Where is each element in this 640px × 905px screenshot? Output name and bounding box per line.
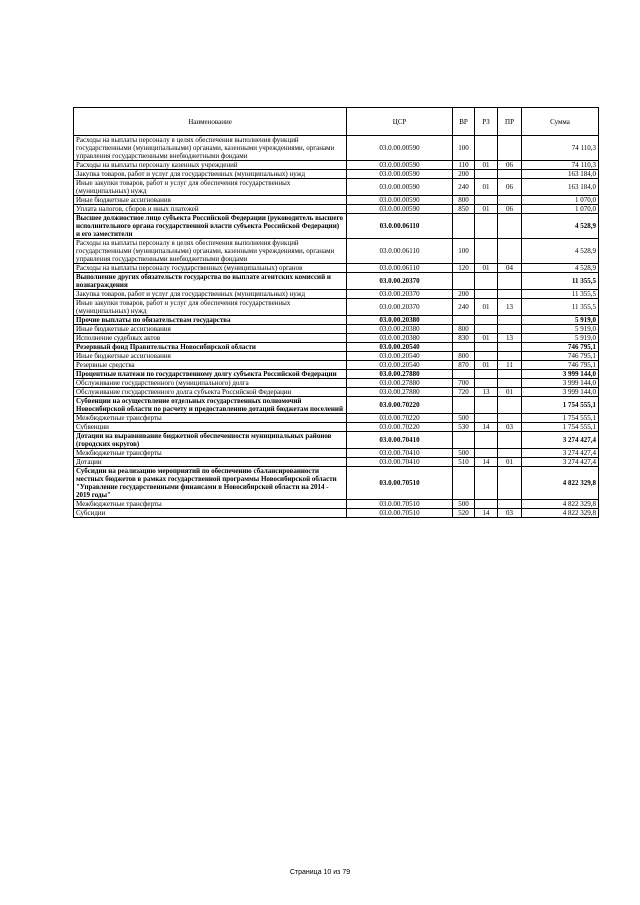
cell-pr xyxy=(498,239,522,264)
cell-sum: 11 355,5 xyxy=(522,290,599,299)
cell-vr: 830 xyxy=(453,334,475,343)
cell-vr: 800 xyxy=(453,325,475,334)
cell-vr xyxy=(453,432,475,449)
cell-pr xyxy=(498,397,522,414)
cell-name: Расходы на выплаты персоналу в целях обеспечения выполнения функций государственными (муниципальными) органами, казенными учреждениями, органами управления государственными внебюджетными фондами xyxy=(74,136,347,161)
header-sum: Сумма xyxy=(522,108,599,136)
cell-code: 03.0.00.20370 xyxy=(347,299,453,316)
cell-vr: 510 xyxy=(453,458,475,467)
cell-rz: 01 xyxy=(475,299,498,316)
cell-name: Межбюджетные трансферты xyxy=(74,500,347,509)
cell-vr xyxy=(453,316,475,325)
cell-code: 03.0.00.20380 xyxy=(347,325,453,334)
table-row xyxy=(74,196,599,205)
cell-rz xyxy=(475,379,498,388)
table-row xyxy=(74,423,599,432)
cell-vr: 530 xyxy=(453,423,475,432)
cell-sum: 1 754 555,1 xyxy=(522,414,599,423)
table-row xyxy=(74,467,599,500)
cell-code: 03.0.00.70220 xyxy=(347,423,453,432)
table-header-row xyxy=(74,108,599,136)
cell-pr: 03 xyxy=(498,509,522,518)
cell-code: 03.0.00.70510 xyxy=(347,500,453,509)
cell-pr xyxy=(498,325,522,334)
cell-sum: 4 822 329,8 xyxy=(522,467,599,500)
table-row xyxy=(74,290,599,299)
table-row xyxy=(74,361,599,370)
cell-sum: 11 355,5 xyxy=(522,273,599,290)
cell-pr xyxy=(498,214,522,239)
cell-name: Субсидии на реализацию мероприятий по обеспечению сбалансированности местных бюджетов в рамках государственной программы Новосибирской области "Управление государственными финансами в Новосибирской области на 2014 - 2019 годы" xyxy=(74,467,347,500)
cell-code: 03.0.00.70510 xyxy=(347,467,453,500)
cell-pr xyxy=(498,432,522,449)
cell-name: Исполнение судебных актов xyxy=(74,334,347,343)
cell-pr: 06 xyxy=(498,179,522,196)
cell-code: 03.0.00.27880 xyxy=(347,379,453,388)
cell-pr xyxy=(498,352,522,361)
cell-code: 03.0.00.06110 xyxy=(347,214,453,239)
header-vr: ВР xyxy=(453,108,475,136)
cell-rz xyxy=(475,325,498,334)
cell-name: Обслуживание государственного долга субъекта Российской Федерации xyxy=(74,388,347,397)
cell-name: Уплата налогов, сборов и иных платежей xyxy=(74,205,347,214)
cell-pr xyxy=(498,467,522,500)
cell-rz: 13 xyxy=(475,388,498,397)
cell-sum: 3 274 427,4 xyxy=(522,449,599,458)
cell-code: 03.0.00.00590 xyxy=(347,205,453,214)
budget-table xyxy=(73,107,599,518)
cell-rz xyxy=(475,316,498,325)
table-row xyxy=(74,432,599,449)
header-name: Наименование xyxy=(74,108,347,136)
cell-rz xyxy=(475,343,498,352)
cell-name: Дотации на выравнивание бюджетной обеспеченности муниципальных районов (городских округов) xyxy=(74,432,347,449)
cell-pr xyxy=(498,290,522,299)
cell-code: 03.0.00.70410 xyxy=(347,458,453,467)
cell-vr xyxy=(453,370,475,379)
cell-rz xyxy=(475,352,498,361)
cell-sum: 4 528,9 xyxy=(522,264,599,273)
table-row xyxy=(74,500,599,509)
cell-pr xyxy=(498,170,522,179)
cell-code: 03.0.00.27880 xyxy=(347,388,453,397)
cell-name: Расходы на выплаты персоналу казенных учреждений xyxy=(74,161,347,170)
cell-sum: 11 355,5 xyxy=(522,299,599,316)
cell-vr: 500 xyxy=(453,449,475,458)
cell-sum: 1 754 555,1 xyxy=(522,397,599,414)
table-row xyxy=(74,299,599,316)
cell-vr: 850 xyxy=(453,205,475,214)
cell-pr xyxy=(498,370,522,379)
cell-code: 03.0.00.00590 xyxy=(347,170,453,179)
cell-vr: 200 xyxy=(453,170,475,179)
table-row xyxy=(74,205,599,214)
cell-vr: 200 xyxy=(453,290,475,299)
cell-sum: 74 110,3 xyxy=(522,161,599,170)
cell-vr: 500 xyxy=(453,414,475,423)
cell-rz xyxy=(475,500,498,509)
table-row xyxy=(74,316,599,325)
cell-code: 03.0.00.20380 xyxy=(347,334,453,343)
cell-rz xyxy=(475,170,498,179)
cell-pr: 01 xyxy=(498,388,522,397)
table-row xyxy=(74,370,599,379)
cell-sum: 1 070,0 xyxy=(522,205,599,214)
cell-name: Иные закупки товаров, работ и услуг для обеспечения государственных (муниципальных) нужд xyxy=(74,179,347,196)
table-row xyxy=(74,388,599,397)
cell-pr: 06 xyxy=(498,205,522,214)
cell-pr xyxy=(498,273,522,290)
cell-rz xyxy=(475,273,498,290)
cell-sum: 3 999 144,0 xyxy=(522,379,599,388)
table-row xyxy=(74,170,599,179)
cell-pr: 06 xyxy=(498,161,522,170)
cell-rz: 01 xyxy=(475,179,498,196)
table-row xyxy=(74,334,599,343)
cell-name: Обслуживание государственного (муниципального) долга xyxy=(74,379,347,388)
cell-rz: 01 xyxy=(475,334,498,343)
cell-sum: 3 999 144,0 xyxy=(522,388,599,397)
cell-rz xyxy=(475,449,498,458)
cell-pr: 13 xyxy=(498,334,522,343)
cell-name: Прочие выплаты по обязательствам государства xyxy=(74,316,347,325)
cell-pr xyxy=(498,343,522,352)
cell-code: 03.0.00.00590 xyxy=(347,179,453,196)
cell-vr: 800 xyxy=(453,196,475,205)
header-code: ЦСР xyxy=(347,108,453,136)
cell-rz xyxy=(475,214,498,239)
cell-sum: 3 999 144,0 xyxy=(522,370,599,379)
cell-rz xyxy=(475,239,498,264)
page-number: Страница 10 из 79 xyxy=(289,869,351,876)
cell-vr: 700 xyxy=(453,379,475,388)
cell-pr xyxy=(498,379,522,388)
cell-name: Субвенции xyxy=(74,423,347,432)
cell-name: Закупка товаров, работ и услуг для государственных (муниципальных) нужд xyxy=(74,290,347,299)
cell-name: Расходы на выплаты персоналу государственных (муниципальных) органов xyxy=(74,264,347,273)
table-row xyxy=(74,379,599,388)
cell-name: Иные бюджетные ассигнования xyxy=(74,352,347,361)
cell-code: 03.0.00.27880 xyxy=(347,370,453,379)
cell-sum: 5 919,0 xyxy=(522,334,599,343)
cell-name: Межбюджетные трансферты xyxy=(74,414,347,423)
cell-pr xyxy=(498,500,522,509)
cell-name: Выполнение других обязательств государства по выплате агентских комиссий и вознаграждения xyxy=(74,273,347,290)
cell-vr: 240 xyxy=(453,179,475,196)
cell-code: 03.0.00.20540 xyxy=(347,343,453,352)
cell-rz xyxy=(475,397,498,414)
cell-pr: 01 xyxy=(498,458,522,467)
cell-code: 03.0.00.00590 xyxy=(347,136,453,161)
cell-code: 03.0.00.00590 xyxy=(347,196,453,205)
cell-code: 03.0.00.70410 xyxy=(347,449,453,458)
cell-vr: 800 xyxy=(453,352,475,361)
cell-name: Субсидии xyxy=(74,509,347,518)
cell-pr xyxy=(498,414,522,423)
cell-rz: 01 xyxy=(475,264,498,273)
cell-name: Расходы на выплаты персоналу в целях обеспечения выполнения функций государственными (муниципальными) органами, казенными учреждениями, органами управления государственными внебюджетными фондами xyxy=(74,239,347,264)
cell-sum: 1 070,0 xyxy=(522,196,599,205)
cell-pr: 04 xyxy=(498,264,522,273)
cell-vr: 120 xyxy=(453,264,475,273)
cell-pr xyxy=(498,196,522,205)
cell-rz xyxy=(475,196,498,205)
cell-vr xyxy=(453,397,475,414)
cell-code: 03.0.00.20370 xyxy=(347,290,453,299)
cell-sum: 3 274 427,4 xyxy=(522,458,599,467)
cell-code: 03.0.00.00590 xyxy=(347,161,453,170)
table-row xyxy=(74,325,599,334)
cell-sum: 163 184,0 xyxy=(522,179,599,196)
cell-pr: 11 xyxy=(498,361,522,370)
header-rz: РЗ xyxy=(475,108,498,136)
table-row xyxy=(74,239,599,264)
table-row xyxy=(74,343,599,352)
cell-code: 03.0.00.20380 xyxy=(347,316,453,325)
cell-code: 03.0.00.70220 xyxy=(347,414,453,423)
cell-vr: 240 xyxy=(453,299,475,316)
cell-rz: 14 xyxy=(475,423,498,432)
cell-rz: 14 xyxy=(475,458,498,467)
cell-sum: 3 274 427,4 xyxy=(522,432,599,449)
table-row xyxy=(74,273,599,290)
cell-vr: 720 xyxy=(453,388,475,397)
cell-rz xyxy=(475,432,498,449)
cell-code: 03.0.00.70410 xyxy=(347,432,453,449)
cell-pr: 03 xyxy=(498,423,522,432)
cell-vr: 110 xyxy=(453,161,475,170)
cell-pr: 13 xyxy=(498,299,522,316)
cell-code: 03.0.00.20540 xyxy=(347,361,453,370)
table-row xyxy=(74,179,599,196)
cell-name: Высшее должностное лицо субъекта Российской Федерации (руководитель высшего исполнительного органа государственной власти субъекта Российской Федерации) и его заместители xyxy=(74,214,347,239)
cell-sum: 5 919,0 xyxy=(522,316,599,325)
header-pr: ПР xyxy=(498,108,522,136)
cell-vr: 500 xyxy=(453,500,475,509)
cell-vr xyxy=(453,467,475,500)
cell-code: 03.0.00.20370 xyxy=(347,273,453,290)
cell-rz xyxy=(475,467,498,500)
cell-name: Иные закупки товаров, работ и услуг для обеспечения государственных (муниципальных) нужд xyxy=(74,299,347,316)
cell-rz: 14 xyxy=(475,509,498,518)
cell-sum: 4 528,9 xyxy=(522,239,599,264)
cell-vr: 100 xyxy=(453,239,475,264)
table-row xyxy=(74,352,599,361)
cell-sum: 746 795,1 xyxy=(522,343,599,352)
cell-pr xyxy=(498,136,522,161)
cell-sum: 4 528,9 xyxy=(522,214,599,239)
cell-rz: 01 xyxy=(475,361,498,370)
table-body xyxy=(74,136,599,518)
cell-code: 03.0.00.70220 xyxy=(347,397,453,414)
table-row xyxy=(74,264,599,273)
table-row xyxy=(74,509,599,518)
cell-rz: 01 xyxy=(475,161,498,170)
cell-name: Иные бюджетные ассигнования xyxy=(74,196,347,205)
table-row xyxy=(74,458,599,467)
table-row xyxy=(74,397,599,414)
cell-vr xyxy=(453,343,475,352)
table-row xyxy=(74,449,599,458)
cell-vr: 520 xyxy=(453,509,475,518)
cell-sum: 746 795,1 xyxy=(522,361,599,370)
cell-sum: 163 184,0 xyxy=(522,170,599,179)
table-row xyxy=(74,136,599,161)
cell-vr: 870 xyxy=(453,361,475,370)
cell-rz: 01 xyxy=(475,205,498,214)
cell-rz xyxy=(475,370,498,379)
cell-code: 03.0.00.06110 xyxy=(347,239,453,264)
cell-rz xyxy=(475,414,498,423)
cell-rz xyxy=(475,290,498,299)
cell-pr xyxy=(498,449,522,458)
cell-vr xyxy=(453,273,475,290)
cell-name: Резервные средства xyxy=(74,361,347,370)
cell-pr xyxy=(498,316,522,325)
cell-sum: 746 795,1 xyxy=(522,352,599,361)
table-row xyxy=(74,214,599,239)
cell-name: Межбюджетные трансферты xyxy=(74,449,347,458)
cell-code: 03.0.00.06110 xyxy=(347,264,453,273)
cell-name: Закупка товаров, работ и услуг для государственных (муниципальных) нужд xyxy=(74,170,347,179)
cell-code: 03.0.00.70510 xyxy=(347,509,453,518)
cell-name: Процентные платежи по государственному долгу субъекта Российской Федерации xyxy=(74,370,347,379)
cell-sum: 1 754 555,1 xyxy=(522,423,599,432)
cell-sum: 74 110,3 xyxy=(522,136,599,161)
cell-name: Резервный фонд Правительства Новосибирской области xyxy=(74,343,347,352)
cell-vr: 100 xyxy=(453,136,475,161)
cell-vr xyxy=(453,214,475,239)
cell-sum: 4 822 329,8 xyxy=(522,509,599,518)
cell-name: Субвенции на осуществление отдельных государственных полномочий Новосибирской области по расчету и предоставлению дотаций бюджетам поселений xyxy=(74,397,347,414)
table-row xyxy=(74,161,599,170)
cell-rz xyxy=(475,136,498,161)
cell-name: Дотации xyxy=(74,458,347,467)
cell-sum: 4 822 329,8 xyxy=(522,500,599,509)
table-row xyxy=(74,414,599,423)
cell-code: 03.0.00.20540 xyxy=(347,352,453,361)
cell-sum: 5 919,0 xyxy=(522,325,599,334)
cell-name: Иные бюджетные ассигнования xyxy=(74,325,347,334)
